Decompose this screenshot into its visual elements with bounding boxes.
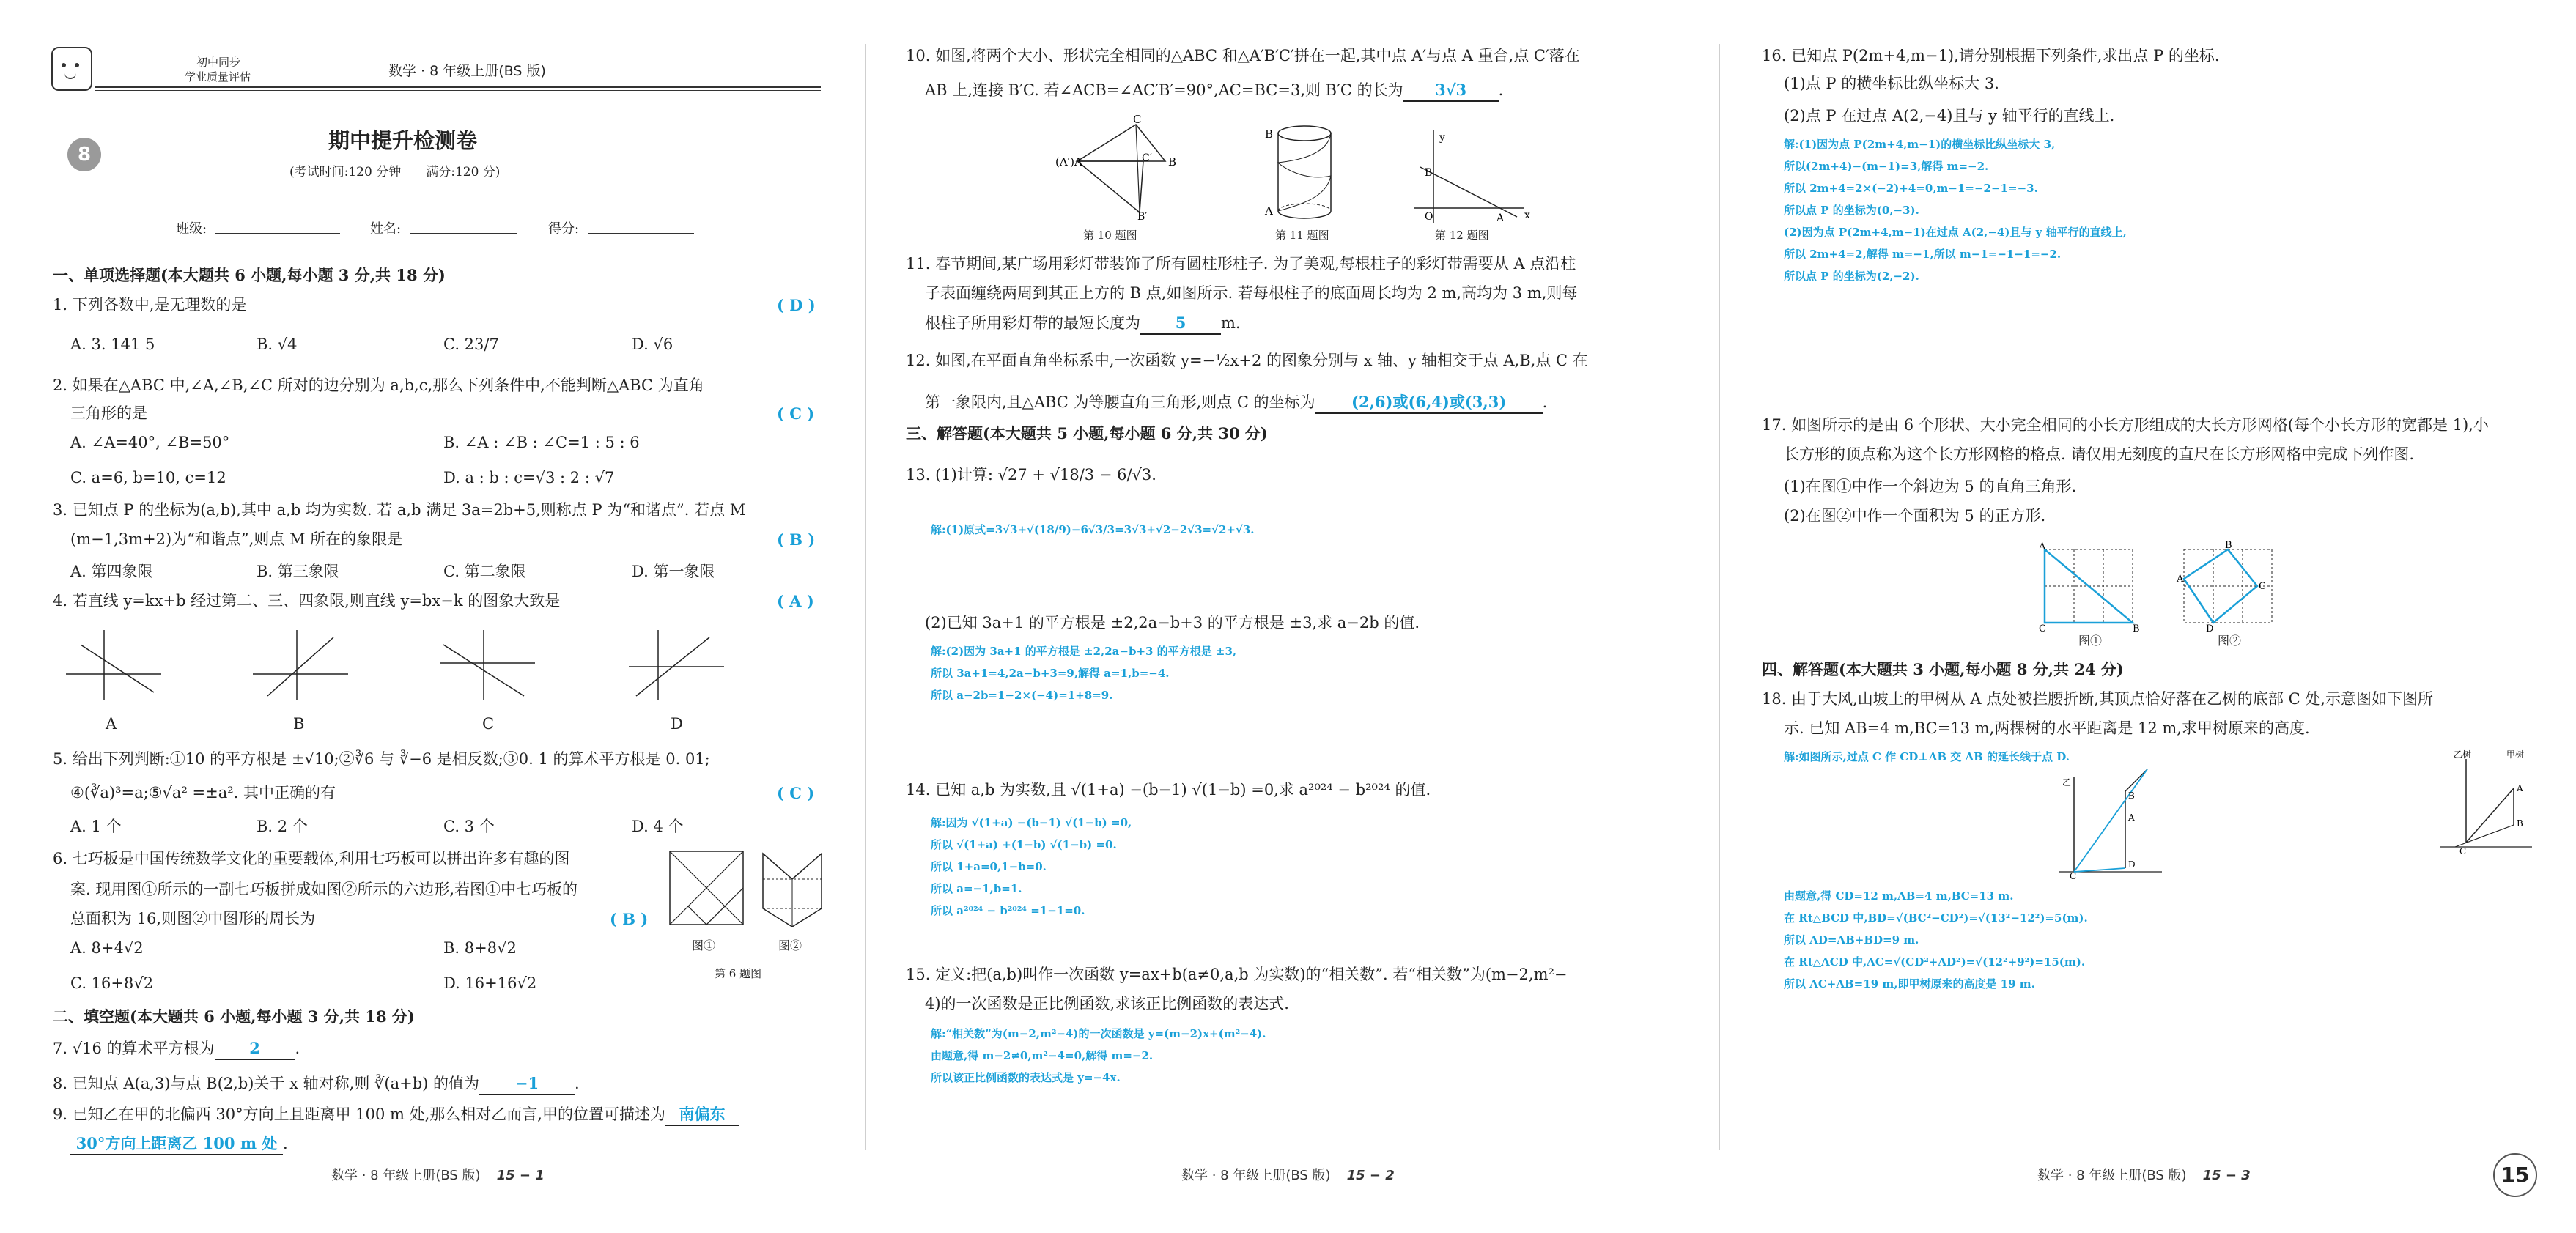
q13-part1-solution: 解:(1)原式=3√3+√(18/9)−6√3/3=3√3+√2−2√3=√2+√3. — [931, 523, 1255, 536]
svg-text:C: C — [1133, 113, 1142, 126]
q15-solution-3: 所以该正比例函数的表达式是 y=−4x. — [931, 1071, 1121, 1084]
svg-text:B: B — [1265, 127, 1274, 141]
q13-part2-solution-3: 所以 a−2b=1−2×(−4)=1+8=9. — [931, 689, 1113, 702]
tree-jia-label: 甲树 — [2506, 749, 2525, 760]
q11-answer: 5 — [1140, 312, 1221, 335]
header-rule-thin — [95, 90, 821, 91]
svg-text:B: B — [2517, 818, 2523, 829]
q13-part1: 13. (1)计算: √27 + √18/3 − 6/√3. — [906, 466, 1156, 484]
q5-answer: ( C ) — [777, 784, 815, 802]
q11-line2: 子表面缠绕两周到其正上方的 B 点,如图所示. 若每根柱子的底面周长均为 2 m,高均为 3 m,则每 — [925, 284, 1578, 302]
class-label: 班级: — [176, 221, 207, 237]
svg-text:B: B — [2128, 790, 2135, 801]
q6-fig1-label: 图① — [692, 938, 716, 952]
q17-fig1-label: 图① — [2078, 634, 2103, 648]
q12-line1: 12. 如图,在平面直角坐标系中,一次函数 y=−½x+2 的图象分别与 x 轴、y 轴相交于点 A,B,点 C 在 — [906, 352, 1588, 369]
brand-logo — [51, 47, 92, 91]
q16-solution-1: 解:(1)因为点 P(2m+4,m−1)的横坐标比纵坐标大 3, — [1784, 138, 2056, 151]
q6-line3: 总面积为 16,则图②中图形的周长为 — [70, 910, 316, 927]
q4-graph-d — [621, 623, 731, 703]
q4-answer: ( A ) — [777, 592, 814, 610]
svg-text:B: B — [2225, 540, 2232, 551]
q16-solution-4: 所以点 P 的坐标为(0,−3). — [1784, 204, 1919, 217]
q16-solution-5: (2)因为点 P(2m+4,m−1)在过点 A(2,−4)且与 y 轴平行的直线上, — [1784, 226, 2127, 239]
q12-prompt: 第一象限内,且△ABC 为等腰直角三角形,则点 C 的坐标为 — [925, 393, 1315, 411]
q6-option-d: D. 16+16√2 — [443, 974, 537, 992]
q10-prompt: AB 上,连接 B′C. 若∠ACB=∠AC′B′=90°,AC=BC=3,则 B′C 的长为 — [925, 81, 1403, 99]
page-title: 期中提升检测卷 — [328, 128, 478, 153]
q18-solution-1: 由题意,得 CD=12 m,AB=4 m,BC=13 m. — [1784, 889, 2014, 903]
q10-figure — [1055, 113, 1187, 223]
q14-solution-5: 所以 a²⁰²⁴ − b²⁰²⁴ =1−1=0. — [931, 904, 1085, 917]
svg-text:A: A — [2177, 574, 2184, 585]
q18-solution-2: 在 Rt△BCD 中,BD=√(BC²−CD²)=√(13²−12²)=5(m). — [1784, 911, 2088, 925]
q11-unit: m. — [1221, 314, 1241, 332]
svg-text:D: D — [2206, 623, 2214, 634]
svg-text:B′: B′ — [1137, 211, 1148, 223]
q17-fig2-label: 图② — [2218, 634, 2242, 648]
q16-solution-7: 所以点 P 的坐标为(2,−2). — [1784, 270, 1919, 283]
q17-line4: (2)在图②中作一个面积为 5 的正方形. — [1784, 507, 2046, 525]
q3-option-c: C. 第二象限 — [443, 563, 526, 580]
q11-line1: 11. 春节期间,某广场用彩灯带装饰了所有圆柱形柱子. 为了美观,每根柱子的彩灯带需要从 A 点沿柱 — [906, 255, 1576, 273]
q4-label-c: C — [482, 715, 495, 733]
q3-line2: (m−1,3m+2)为“和谐点”,则点 M 所在的象限是 — [70, 530, 403, 548]
svg-text:x: x — [1524, 210, 1530, 221]
q4-graph-c — [432, 623, 542, 703]
col3-page-number: 15 − 3 — [2202, 1168, 2251, 1183]
section-4-heading: 四、解答题(本大题共 3 小题,每小题 8 分,共 24 分) — [1762, 660, 2124, 678]
q18-line1: 18. 由于大风,山坡上的甲树从 A 点处被拦腰折断,其顶点恰好落在乙树的底部 C 处,示意图如下图所 — [1762, 690, 2434, 708]
q16-line2: (1)点 P 的横坐标比纵坐标大 3. — [1784, 75, 1999, 92]
col1-page-number: 15 − 1 — [496, 1168, 545, 1183]
q14-solution-2: 所以 √(1+a) +(1−b) √(1−b) =0. — [931, 838, 1117, 851]
badge-number: 8 — [77, 144, 92, 166]
q5-line1: 5. 给出下列判断:①10 的平方根是 ±√10;②∛6 与 ∛−6 是相反数;③0. 1 的算术平方根是 0. 01; — [53, 750, 710, 768]
q2-option-a: A. ∠A=40°, ∠B=50° — [70, 434, 230, 451]
q1-option-a: A. 3. 141 5 — [70, 336, 155, 353]
q3-line1: 3. 已知点 P 的坐标为(a,b),其中 a,b 均为实数. 若 a,b 满足 3a=2b+5,则称点 P 为“和谐点”. 若点 M — [53, 501, 746, 519]
q15-line2: 4)的一次函数是正比例函数,求该正比例函数的表达式. — [925, 995, 1289, 1012]
q1-answer: ( D ) — [777, 296, 816, 314]
svg-text:C′: C′ — [1142, 152, 1152, 164]
q18-line2: 示. 已知 AB=4 m,BC=13 m,两棵树的水平距离是 12 m,求甲树原来的高度. — [1784, 719, 2310, 737]
q13-part2: (2)已知 3a+1 的平方根是 ±2,2a−b+3 的平方根是 ±3,求 a−2b 的值. — [925, 614, 1420, 632]
q6-tangram-figure2 — [759, 850, 825, 930]
svg-text:A: A — [2039, 541, 2046, 552]
q3-option-d: D. 第一象限 — [632, 563, 715, 580]
q7-prompt: 7. √16 的算术平方根为 — [53, 1040, 215, 1057]
q18-solution-5: 所以 AC+AB=19 m,即甲树原来的高度是 19 m. — [1784, 977, 2035, 991]
q8-prompt: 8. 已知点 A(a,3)与点 B(2,b)关于 x 轴对称,则 ∛(a+b) 的值为 — [53, 1075, 480, 1092]
q9-answer-line2-wrap: 30°方向上距离乙 100 m 处 . — [70, 1133, 288, 1155]
q15-line1: 15. 定义:把(a,b)叫作一次函数 y=ax+b(a≠0,a,b 为实数)的“相关数”. 若“相关数”为(m−2,m²− — [906, 966, 1568, 983]
svg-text:B: B — [1425, 167, 1433, 179]
q14-solution-4: 所以 a=−1,b=1. — [931, 882, 1022, 895]
q10-answer: 3√3 — [1403, 79, 1499, 102]
tree-yi-label: 乙树 — [2454, 749, 2472, 760]
section-2-heading: 二、填空题(本大题共 6 小题,每小题 3 分,共 18 分) — [53, 1007, 415, 1026]
q16-line3: (2)点 P 在过点 A(2,−4)且与 y 轴平行的直线上. — [1784, 107, 2115, 125]
q9-answer-line2: 30°方向上距离乙 100 m 处 — [70, 1133, 283, 1155]
q11-prompt: 根柱子所用彩灯带的最短长度为 — [925, 314, 1140, 332]
q6-tangram-figure1 — [668, 850, 745, 926]
q11-cylinder-figure — [1261, 123, 1348, 226]
column-divider-2 — [1719, 44, 1720, 1150]
col3-footer-subject: 数学 · 8 年级上册(BS 版) — [2037, 1168, 2187, 1183]
q4-label-d: D — [671, 715, 683, 733]
q9-text — [53, 1103, 739, 1126]
col2-footer-subject: 数学 · 8 年级上册(BS 版) — [1181, 1168, 1331, 1183]
header-rule — [95, 86, 821, 88]
q12-line2: 第一象限内,且△ABC 为等腰直角三角形,则点 C 的坐标为 (2,6)或(6,4)或(3,3) . — [925, 391, 1547, 414]
q5-option-a: A. 1 个 — [70, 818, 122, 835]
q2-line2: 三角形的是 — [70, 404, 147, 422]
svg-text:C: C — [2039, 623, 2046, 634]
col3-footer — [2037, 1165, 2251, 1184]
q7-answer: 2 — [215, 1037, 295, 1060]
svg-text:A: A — [2128, 812, 2135, 823]
q14-solution-3: 所以 1+a=0,1−b=0. — [931, 860, 1047, 873]
q18-solution-figure — [2052, 769, 2162, 879]
q4-label-a: A — [106, 715, 117, 733]
q8-answer: −1 — [479, 1073, 575, 1095]
q18-solution-4: 在 Rt△ACD 中,AC=√(CD²+AD²)=√(12²+9²)=15(m). — [1784, 955, 2086, 969]
q6-caption: 第 6 题图 — [715, 967, 762, 980]
class-field[interactable] — [215, 233, 340, 234]
q2-option-b: B. ∠A : ∠B : ∠C=1 : 5 : 6 — [443, 434, 640, 451]
q11-line3 — [925, 312, 1241, 335]
q11-caption: 第 11 题图 — [1275, 229, 1329, 242]
q17-grid-figure2 — [2177, 540, 2279, 634]
header-subject: 数学 · 8 年级上册(BS 版) — [388, 63, 546, 79]
svg-text:B: B — [2133, 623, 2140, 634]
q6-line2: 案. 现用图①所示的一副七巧板拼成如图②所示的六边形,若图①中七巧板的 — [70, 881, 578, 898]
brand-line1: 初中同步 — [196, 56, 241, 69]
svg-text:A: A — [1265, 204, 1273, 218]
name-label: 姓名: — [370, 221, 402, 237]
q10-line2: AB 上,连接 B′C. 若∠ACB=∠AC′B′=90°,AC=BC=3,则 B′C 的长为 3√3 . — [925, 79, 1503, 102]
q14-solution-1: 解:因为 √(1+a) −(b−1) √(1−b) =0, — [931, 816, 1132, 829]
col2-footer — [1181, 1165, 1395, 1184]
q6-option-b: B. 8+8√2 — [443, 939, 517, 957]
q16-line1: 16. 已知点 P(2m+4,m−1),请分别根据下列条件,求出点 P 的坐标. — [1762, 47, 2220, 64]
q1-text: 1. 下列各数中,是无理数的是 — [53, 296, 247, 314]
svg-text:C: C — [2070, 871, 2077, 881]
q18-solution-intro: 解:如图所示,过点 C 作 CD⊥AB 交 AB 的延长线于点 D. — [1784, 750, 2070, 763]
score-label: 得分: — [548, 221, 580, 237]
q16-solution-3: 所以 2m+4=2×(−2)+4=0,m−1=−2−1=−3. — [1784, 182, 2038, 195]
svg-text:y: y — [1439, 132, 1445, 144]
svg-text:A: A — [2517, 783, 2523, 793]
q12-graph-figure — [1414, 130, 1532, 226]
brand-line2: 学业质量评估 — [185, 70, 251, 84]
corner-page-number — [2493, 1153, 2537, 1197]
q2-option-c: C. a=6, b=10, c=12 — [70, 469, 226, 486]
q3-option-b: B. 第三象限 — [257, 563, 339, 580]
q8-text: 8. 已知点 A(a,3)与点 B(2,b)关于 x 轴对称,则 ∛(a+b) 的值为 −1 . — [53, 1073, 580, 1095]
svg-text:O: O — [1425, 211, 1433, 223]
q6-line1: 6. 七巧板是中国传统数学文化的重要载体,利用七巧板可以拼出许多有趣的图 — [53, 850, 570, 867]
q4-text: 4. 若直线 y=kx+b 经过第二、三、四象限,则直线 y=bx−k 的图象大致是 — [53, 592, 561, 610]
name-field[interactable] — [410, 233, 517, 234]
svg-text:C: C — [2459, 846, 2467, 856]
q9-prompt: 9. 已知乙在甲的北偏西 30°方向上且距离甲 100 m 处,那么相对乙而言,甲的位置可描述为 — [53, 1106, 665, 1123]
q13-part2-solution-1: 解:(2)因为 3a+1 的平方根是 ±2,2a−b+3 的平方根是 ±3, — [931, 645, 1237, 658]
q1-option-d: D. √6 — [632, 336, 673, 353]
q15-solution-1: 解:“相关数”为(m−2,m²−4)的一次函数是 y=(m−2)x+(m²−4). — [931, 1027, 1266, 1040]
q16-solution-6: 所以 2m+4=2,解得 m=−1,所以 m−1=−1−1=−2. — [1784, 248, 2062, 261]
svg-text:A: A — [1496, 212, 1505, 224]
q10-line1: 10. 如图,将两个大小、形状完全相同的△ABC 和△A′B′C′拼在一起,其中点 A′与点 A 重合,点 C′落在 — [906, 47, 1580, 64]
q2-line1: 2. 如果在△ABC 中,∠A,∠B,∠C 所对的边分别为 a,b,c,那么下列条件中,不能判断△ABC 为直角 — [53, 377, 704, 394]
q13-part2-solution-2: 所以 3a+1=4,2a−b+3=9,解得 a=1,b=−4. — [931, 667, 1170, 680]
q5-line2: ④(∛a)³=a;⑤√a² =±a². 其中正确的有 — [70, 784, 336, 801]
q1-option-c: C. 23/7 — [443, 336, 499, 353]
q4-graph-b — [246, 623, 355, 703]
q6-fig2-label: 图② — [778, 938, 802, 952]
column-divider-1 — [865, 44, 866, 1150]
q7-text: 7. √16 的算术平方根为 2 . — [53, 1037, 300, 1060]
svg-text:D: D — [2128, 859, 2136, 870]
q3-answer: ( B ) — [777, 530, 816, 549]
q5-option-d: D. 4 个 — [632, 818, 684, 835]
corner-page-number-text: 15 — [2501, 1163, 2530, 1187]
q17-grid-figure1 — [2037, 541, 2140, 634]
q5-option-b: B. 2 个 — [257, 818, 308, 835]
exam-meta: (考试时间:120 分钟 满分:120 分) — [289, 165, 501, 179]
q10-caption: 第 10 题图 — [1083, 229, 1137, 242]
q2-answer: ( C ) — [777, 404, 815, 423]
badge — [67, 138, 101, 171]
svg-text:B: B — [1168, 155, 1177, 169]
q3-option-a: A. 第四象限 — [70, 563, 153, 580]
q6-option-a: A. 8+4√2 — [70, 939, 144, 957]
svg-text:乙: 乙 — [2062, 777, 2072, 788]
q15-solution-2: 由题意,得 m−2≠0,m²−4=0,解得 m=−2. — [931, 1049, 1154, 1062]
svg-text:C: C — [2259, 581, 2266, 592]
section-3-heading: 三、解答题(本大题共 5 小题,每小题 6 分,共 30 分) — [906, 424, 1268, 443]
q16-solution-2: 所以(2m+4)−(m−1)=3,解得 m=−2. — [1784, 160, 1989, 173]
score-field[interactable] — [588, 233, 694, 234]
col1-footer — [331, 1165, 545, 1184]
q1-option-b: B. √4 — [257, 336, 298, 353]
q17-line3: (1)在图①中作一个斜边为 5 的直角三角形. — [1784, 478, 2077, 495]
q4-graph-a — [59, 623, 169, 703]
svg-text:(A′)A: (A′)A — [1055, 155, 1082, 169]
section-1-heading: 一、单项选择题(本大题共 6 小题,每小题 3 分,共 18 分) — [53, 266, 446, 284]
q18-solution-3: 所以 AD=AB+BD=9 m. — [1784, 933, 1919, 947]
q14-text: 14. 已知 a,b 为实数,且 √(1+a) −(b−1) √(1−b) =0,求 a²⁰²⁴ − b²⁰²⁴ 的值. — [906, 781, 1431, 799]
col1-footer-subject: 数学 · 8 年级上册(BS 版) — [331, 1168, 481, 1183]
q2-option-d: D. a : b : c=√3 : 2 : √7 — [443, 469, 615, 486]
q17-line1: 17. 如图所示的是由 6 个形状、大小完全相同的小长方形组成的大长方形网格(每个小长方形的宽都是 1),小 — [1762, 416, 2489, 434]
q12-caption: 第 12 题图 — [1435, 229, 1489, 242]
q9-answer-line1: 南偏东 — [665, 1103, 739, 1126]
q4-label-b: B — [293, 715, 305, 733]
col2-page-number: 15 − 2 — [1346, 1168, 1395, 1183]
q6-answer: ( B ) — [610, 910, 649, 928]
q17-line2: 长方形的顶点称为这个长方形网格的格点. 请仅用无刻度的直尺在长方形网格中完成下列作图. — [1784, 445, 2415, 463]
q18-problem-figure — [2433, 744, 2536, 854]
q12-answer: (2,6)或(6,4)或(3,3) — [1315, 391, 1543, 414]
q6-option-c: C. 16+8√2 — [70, 974, 154, 992]
q5-option-c: C. 3 个 — [443, 818, 495, 835]
